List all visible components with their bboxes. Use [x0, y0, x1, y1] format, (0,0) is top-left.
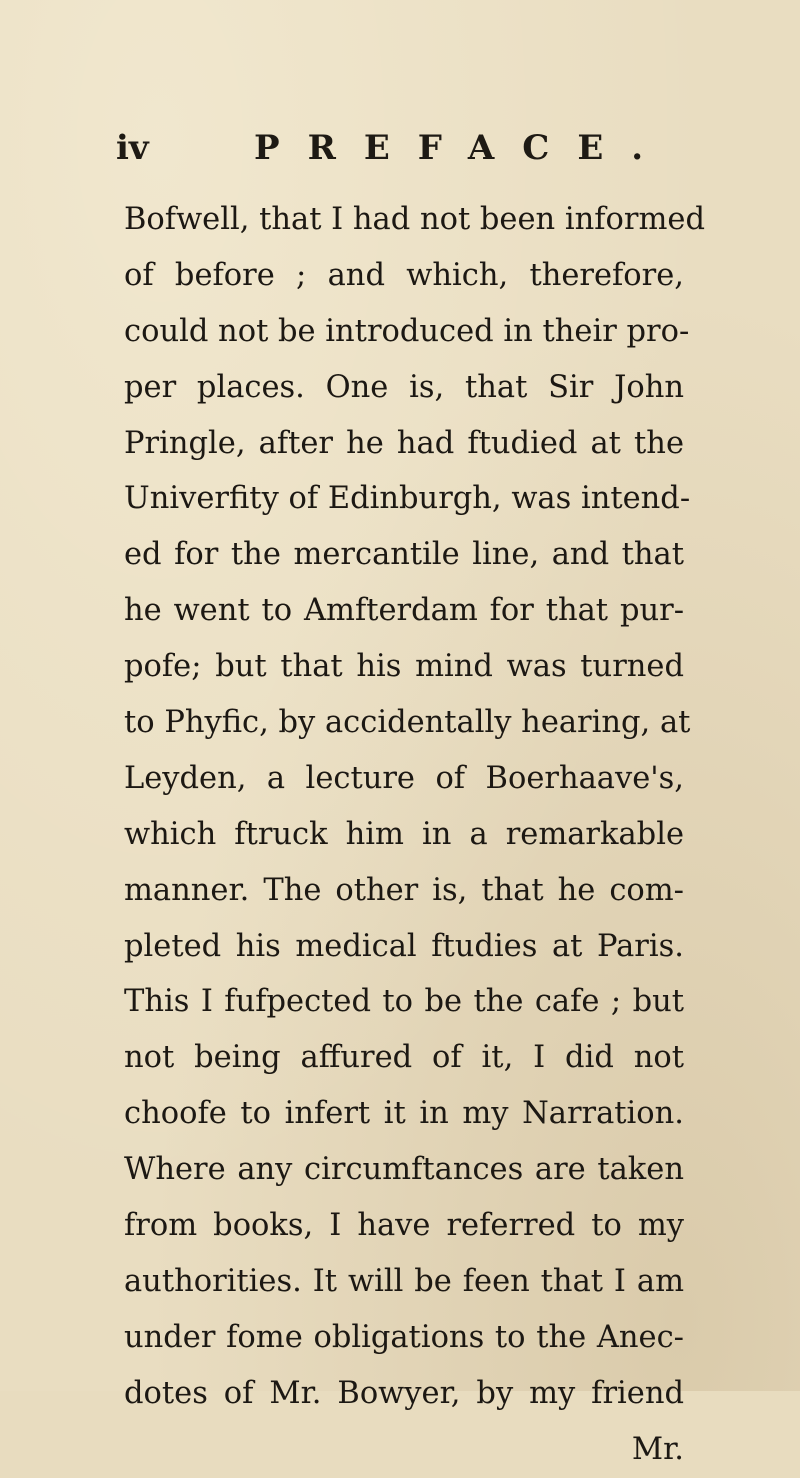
text-line: not being affured of it, I did not: [124, 1040, 684, 1076]
catchword: Mr.: [631, 1431, 684, 1467]
text-line: dotes of Mr. Bowyer, by my friend: [124, 1375, 684, 1411]
text-line: he went to Amfterdam for that pur-: [124, 593, 684, 629]
text-line: manner. The other is, that he com-: [124, 872, 684, 908]
text-line: pleted his medical ftudies at Paris.: [124, 928, 684, 964]
body-text: [124, 192, 705, 1477]
text-line: which ftruck him in a remarkable: [124, 816, 684, 852]
text-line: Bofwell, that I had not been informed: [124, 202, 705, 237]
text-line: of before ; and which, therefore,: [124, 257, 684, 293]
text-line: per places. One is, that Sir John: [124, 369, 684, 405]
text-line: Leyden, a lecture of Boerhaave's,: [124, 760, 684, 796]
text-line: Univerfity of Edinburgh, was intend-: [124, 481, 691, 517]
text-line: Pringle, after he had ftudied at the: [124, 425, 684, 461]
text-line: ed for the mercantile line, and that: [124, 537, 684, 573]
running-title: PREFACE.: [254, 128, 672, 168]
text-line: could not be introduced in their pro-: [124, 313, 690, 349]
text-line: to Phyfic, by accidentally hearing, at: [124, 705, 691, 741]
page-number: iv: [116, 128, 149, 168]
text-line: pofe; but that his mind was turned: [124, 649, 684, 685]
text-line: This I fufpected to be the cafe ; but: [124, 984, 684, 1020]
text-line: authorities. It will be feen that I am: [124, 1263, 684, 1299]
text-line: choofe to infert it in my Narration.: [124, 1096, 684, 1132]
text-line: from books, I have referred to my: [124, 1208, 684, 1244]
page-header: [0, 118, 800, 178]
text-line: Where any circumftances are taken: [124, 1152, 684, 1188]
text-line: under fome obligations to the Anec-: [124, 1319, 684, 1355]
